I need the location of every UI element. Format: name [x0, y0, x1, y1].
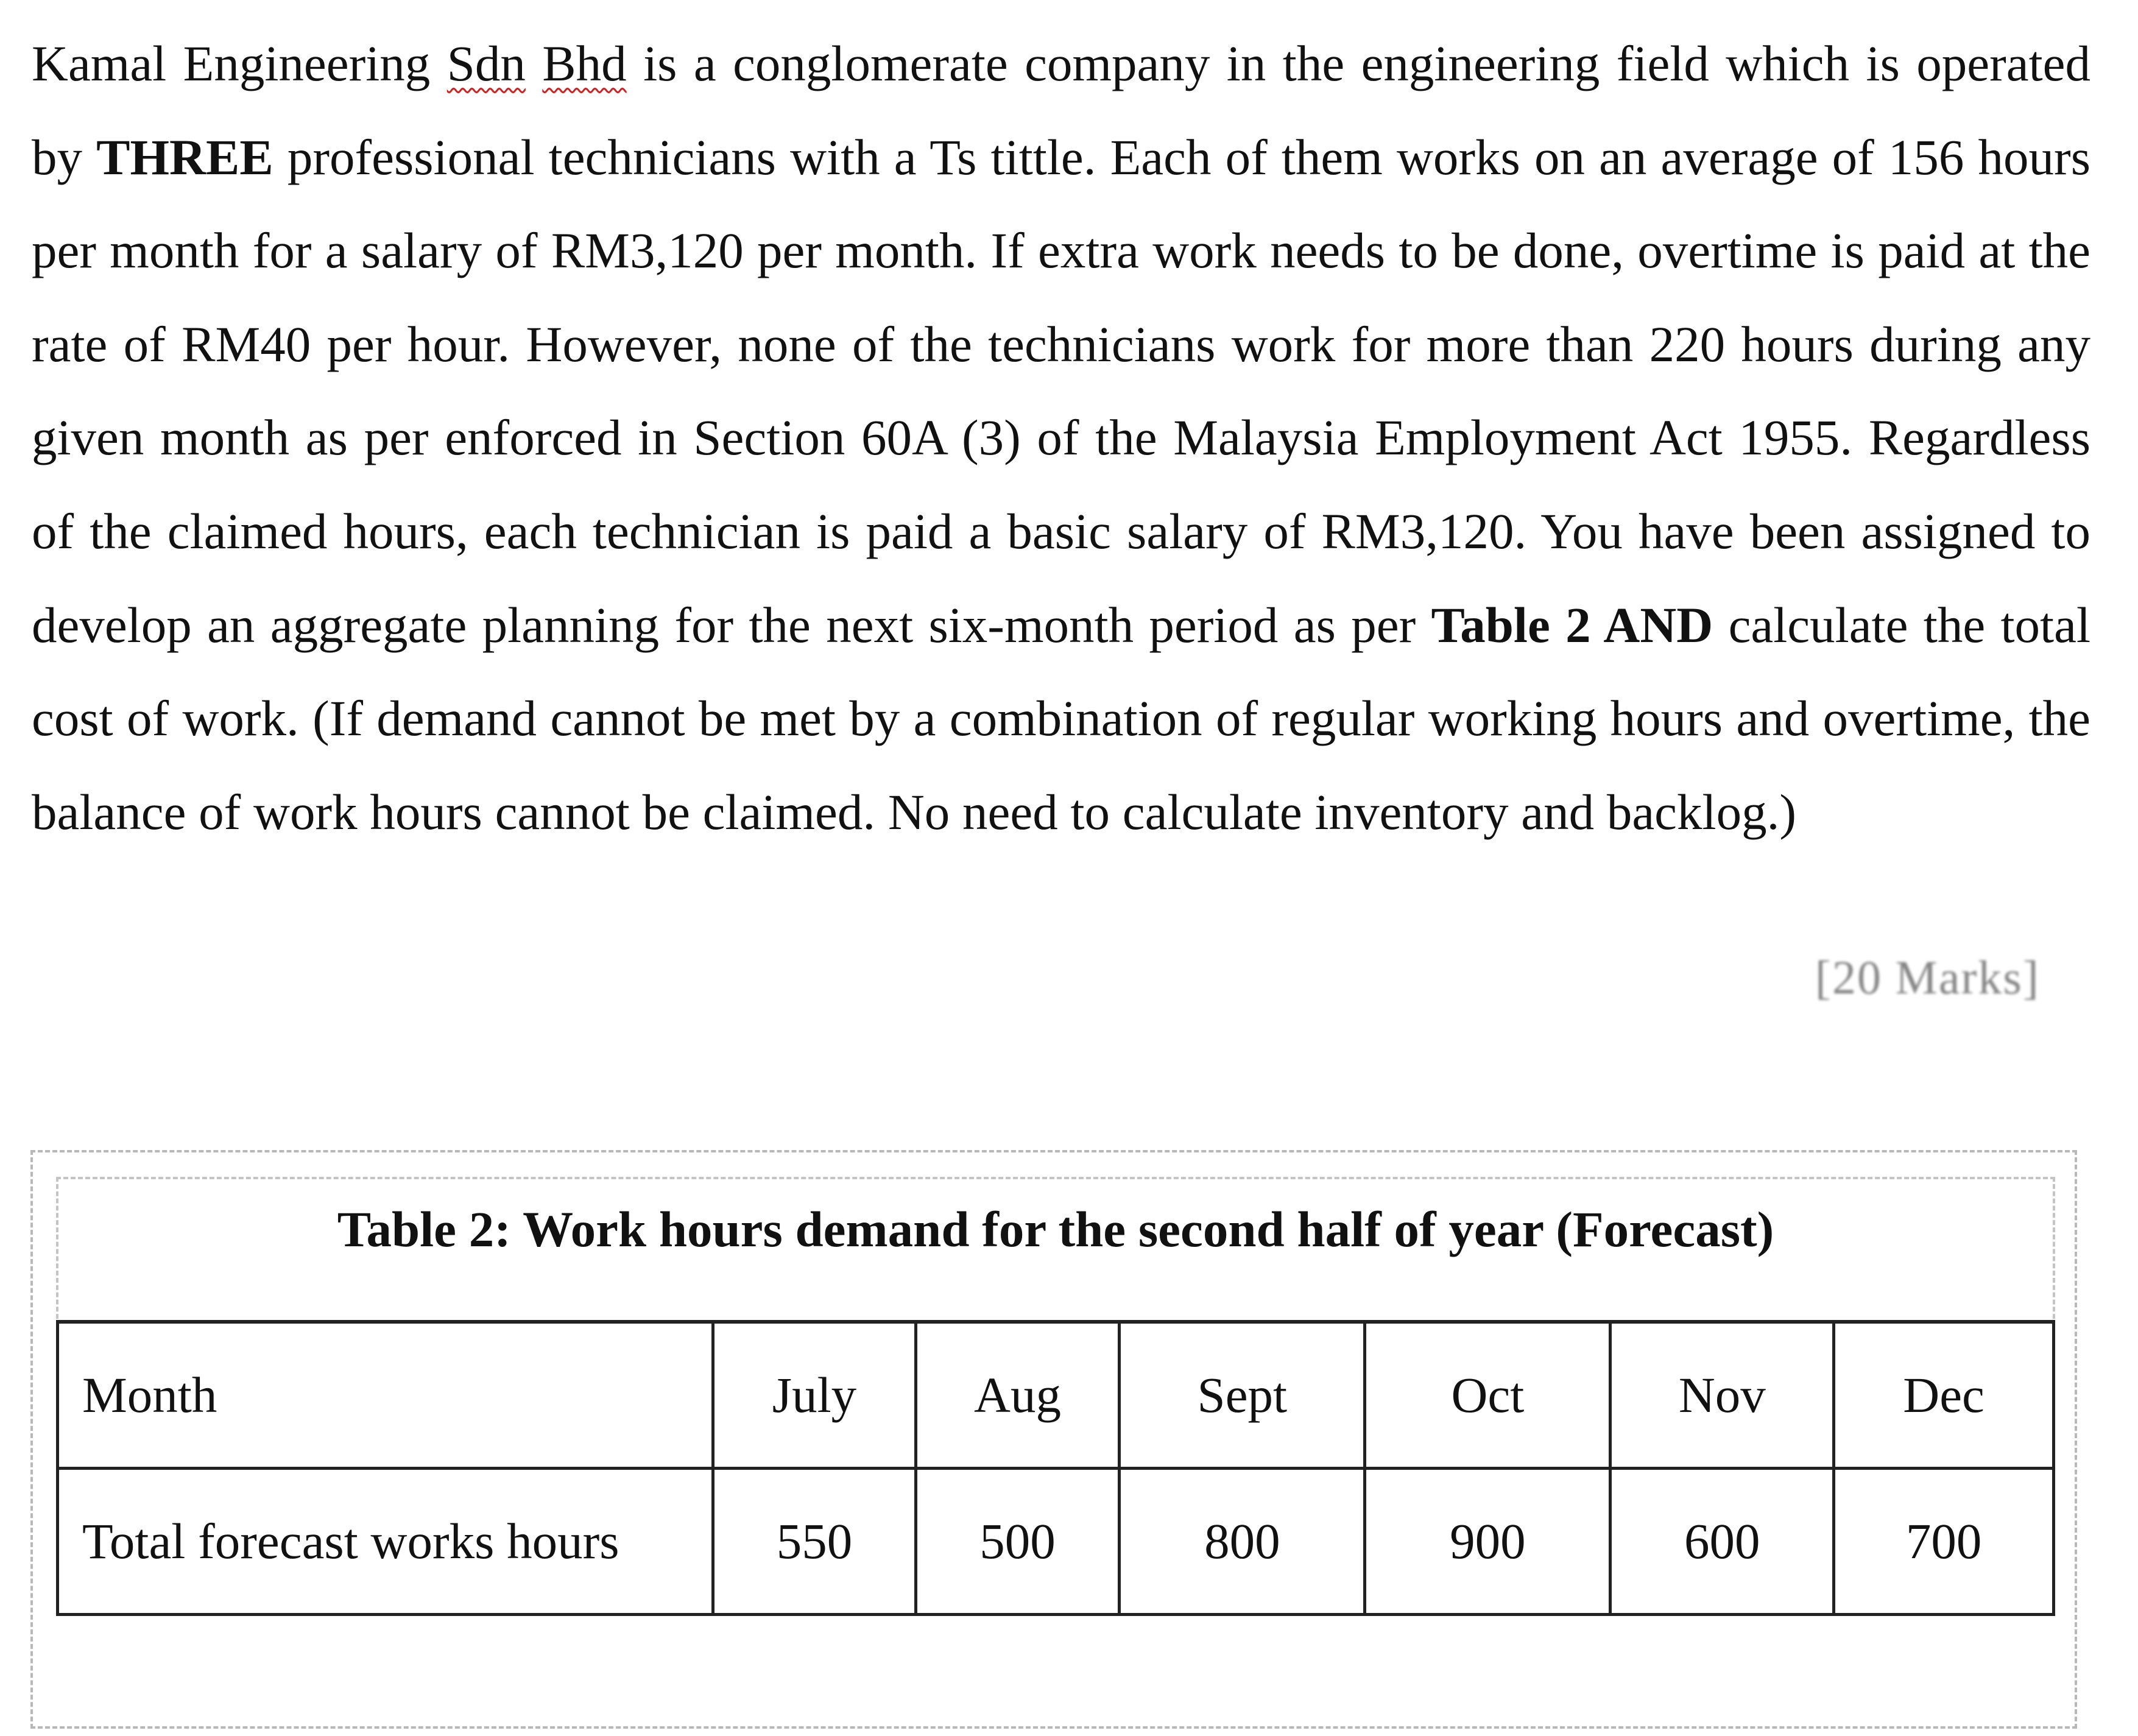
month-cell: Sept	[1120, 1322, 1365, 1468]
table-row-forecast-hours	[58, 1468, 2054, 1614]
emphasis-three: THREE	[96, 129, 273, 185]
paragraph-text-1: is a conglomerate company in the engineering field which is operated by	[32, 35, 2090, 185]
month-cell: Oct	[1365, 1322, 1611, 1468]
month-cell: July	[713, 1322, 916, 1468]
hours-cell: 800	[1120, 1468, 1365, 1614]
hours-cell: 500	[916, 1468, 1120, 1614]
month-cell: Dec	[1834, 1322, 2054, 1468]
hours-cell: 550	[713, 1468, 916, 1614]
company-name: Kamal Engineering	[32, 35, 431, 91]
month-cell: Aug	[916, 1322, 1120, 1468]
emphasis-table-ref: Table 2 AND	[1431, 596, 1713, 653]
paragraph-text-2: professional technicians with a Ts tittle. Each of them works on an average of 156 hours per month for a salary of RM3,120 per month. If extra work needs to be done, overtime is paid at the rate of RM40 per hour. However, none of the technicians work for more than 220 hours during any given month as per enforced in Section 60A (3) of the Malaysia Employment Act 1955. Regardless of the claimed hours, each technician is paid a basic salary of RM3,120. You have been assigned to develop an aggregate planning for the next six-month period as per	[32, 129, 2090, 653]
hours-cell: 900	[1365, 1468, 1611, 1614]
spellcheck-word-bhd: Bhd	[542, 35, 627, 91]
month-cell: Nov	[1611, 1322, 1834, 1468]
hours-cell: 600	[1611, 1468, 1834, 1614]
hours-cell: 700	[1834, 1468, 2054, 1614]
paragraph-text-3: calculate the total cost of work. (If demand cannot be met by a combination of regular working hours and overtime, the balance of work hours cannot be claimed. No need to calculate inventory and backlog.)	[32, 596, 2091, 840]
marks-label: [20 Marks]	[1815, 951, 2040, 1004]
header-label-month: Month	[58, 1322, 713, 1468]
table-caption: Table 2: Work hours demand for the second half of year (Forecast)	[337, 1201, 1774, 1257]
demand-table	[56, 1320, 2055, 1616]
row-label-forecast-hours: Total forecast works hours	[58, 1468, 713, 1614]
question-paragraph	[32, 17, 2090, 859]
spellcheck-word-sdn: Sdn	[446, 35, 526, 91]
table-header-row	[58, 1322, 2054, 1468]
